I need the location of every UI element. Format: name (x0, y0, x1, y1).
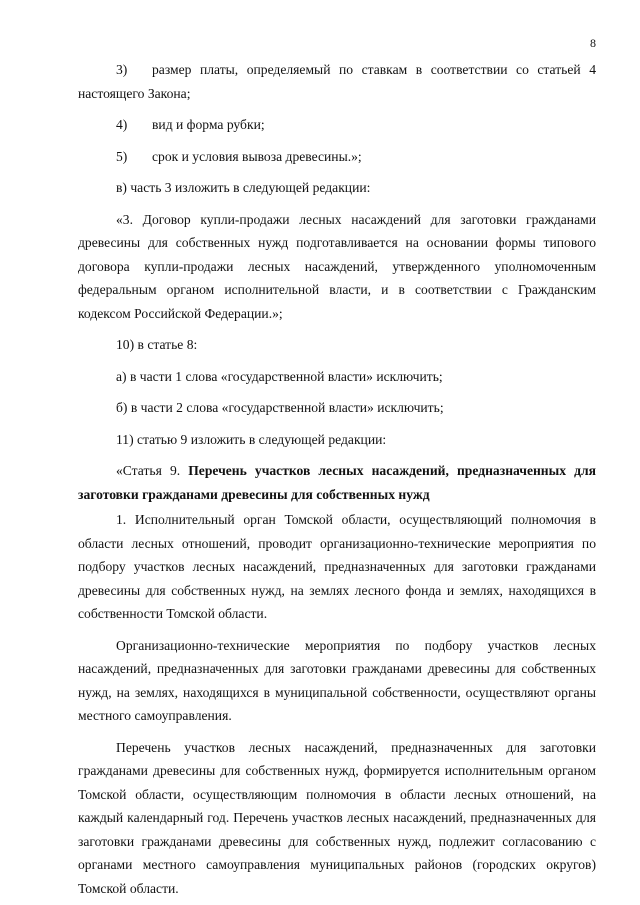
paragraph-v: в) часть 3 изложить в следующей редакции: (116, 180, 371, 195)
paragraph-a: а) в части 1 слова «государственной власти» исключить; (116, 368, 443, 384)
article-heading (78, 459, 596, 506)
list-item-4 (78, 113, 596, 137)
paragraph-b: б) в части 2 слова «государственной власти» исключить; (116, 400, 444, 415)
paragraph-article-9: 11) статью 9 изложить в следующей редакции: (116, 431, 387, 447)
paragraph-dogovor: «3. Договор купли-продажи лесных насаждений для заготовки гражданами древесины для собственных нужд подготавливается на основании формы типового договора купли-продажи лесных насаждений, утвержденного уполномоченным федеральным органом исполнительной власти, и в соответствии с Гражданским кодексом Российской Федерации.»; (78, 211, 596, 321)
paragraph-article-8: 10) в статье 8: (116, 337, 198, 352)
article-title: Перечень участков лесных насаждений, предназначенных для заготовки гражданами древесины для собственных нужд (78, 463, 596, 502)
list-item-text: размер платы, определяемый по ставкам в соответствии со статьей 4 настоящего Закона; (78, 62, 596, 101)
page-number: 8 (590, 36, 596, 50)
document-body (78, 58, 596, 900)
list-item-text: срок и условия вывоза древесины.»; (152, 148, 362, 164)
paragraph-1: 1. Исполнительный орган Томской области, осуществляющий полномочия в области лесных отношений, проводит организационно-технические мероприятия по подбору участков лесных насаждений, предназначенных для заготовки гражданами древесины для собственных нужд, на землях лесного фонда и землях, находящихся в собственности Томской области. (78, 512, 596, 621)
paragraph-org-measures: Организационно-технические мероприятия по подбору участков лесных насаждений, предназначенных для заготовки гражданами древесины для собственных нужд, на землях, находящихся в муниципальной собственности, осуществляют органы местного самоуправления. (78, 637, 596, 723)
list-item-number: 5) (116, 148, 128, 164)
list-item-5 (78, 145, 596, 169)
list-item-number: 4) (116, 117, 128, 132)
list-item-3 (78, 58, 596, 105)
article-prefix: «Статья 9. (116, 463, 189, 478)
paragraph-list-formation: Перечень участков лесных насаждений, предназначенных для заготовки гражданами древесины для собственных нужд, формируется исполнительным органом Томской области, осуществляющим полномочия в области лесных отношений, на каждый календарный год. Перечень участков лесных насаждений, предназначенных для заготовки гражданами древесины для собственных нужд, подлежит согласованию с органами местного самоуправления муниципальных районов (городских округов) Томской области. (78, 739, 596, 896)
list-item-number: 3) (116, 62, 128, 77)
list-item-text: вид и форма рубки; (152, 117, 265, 132)
